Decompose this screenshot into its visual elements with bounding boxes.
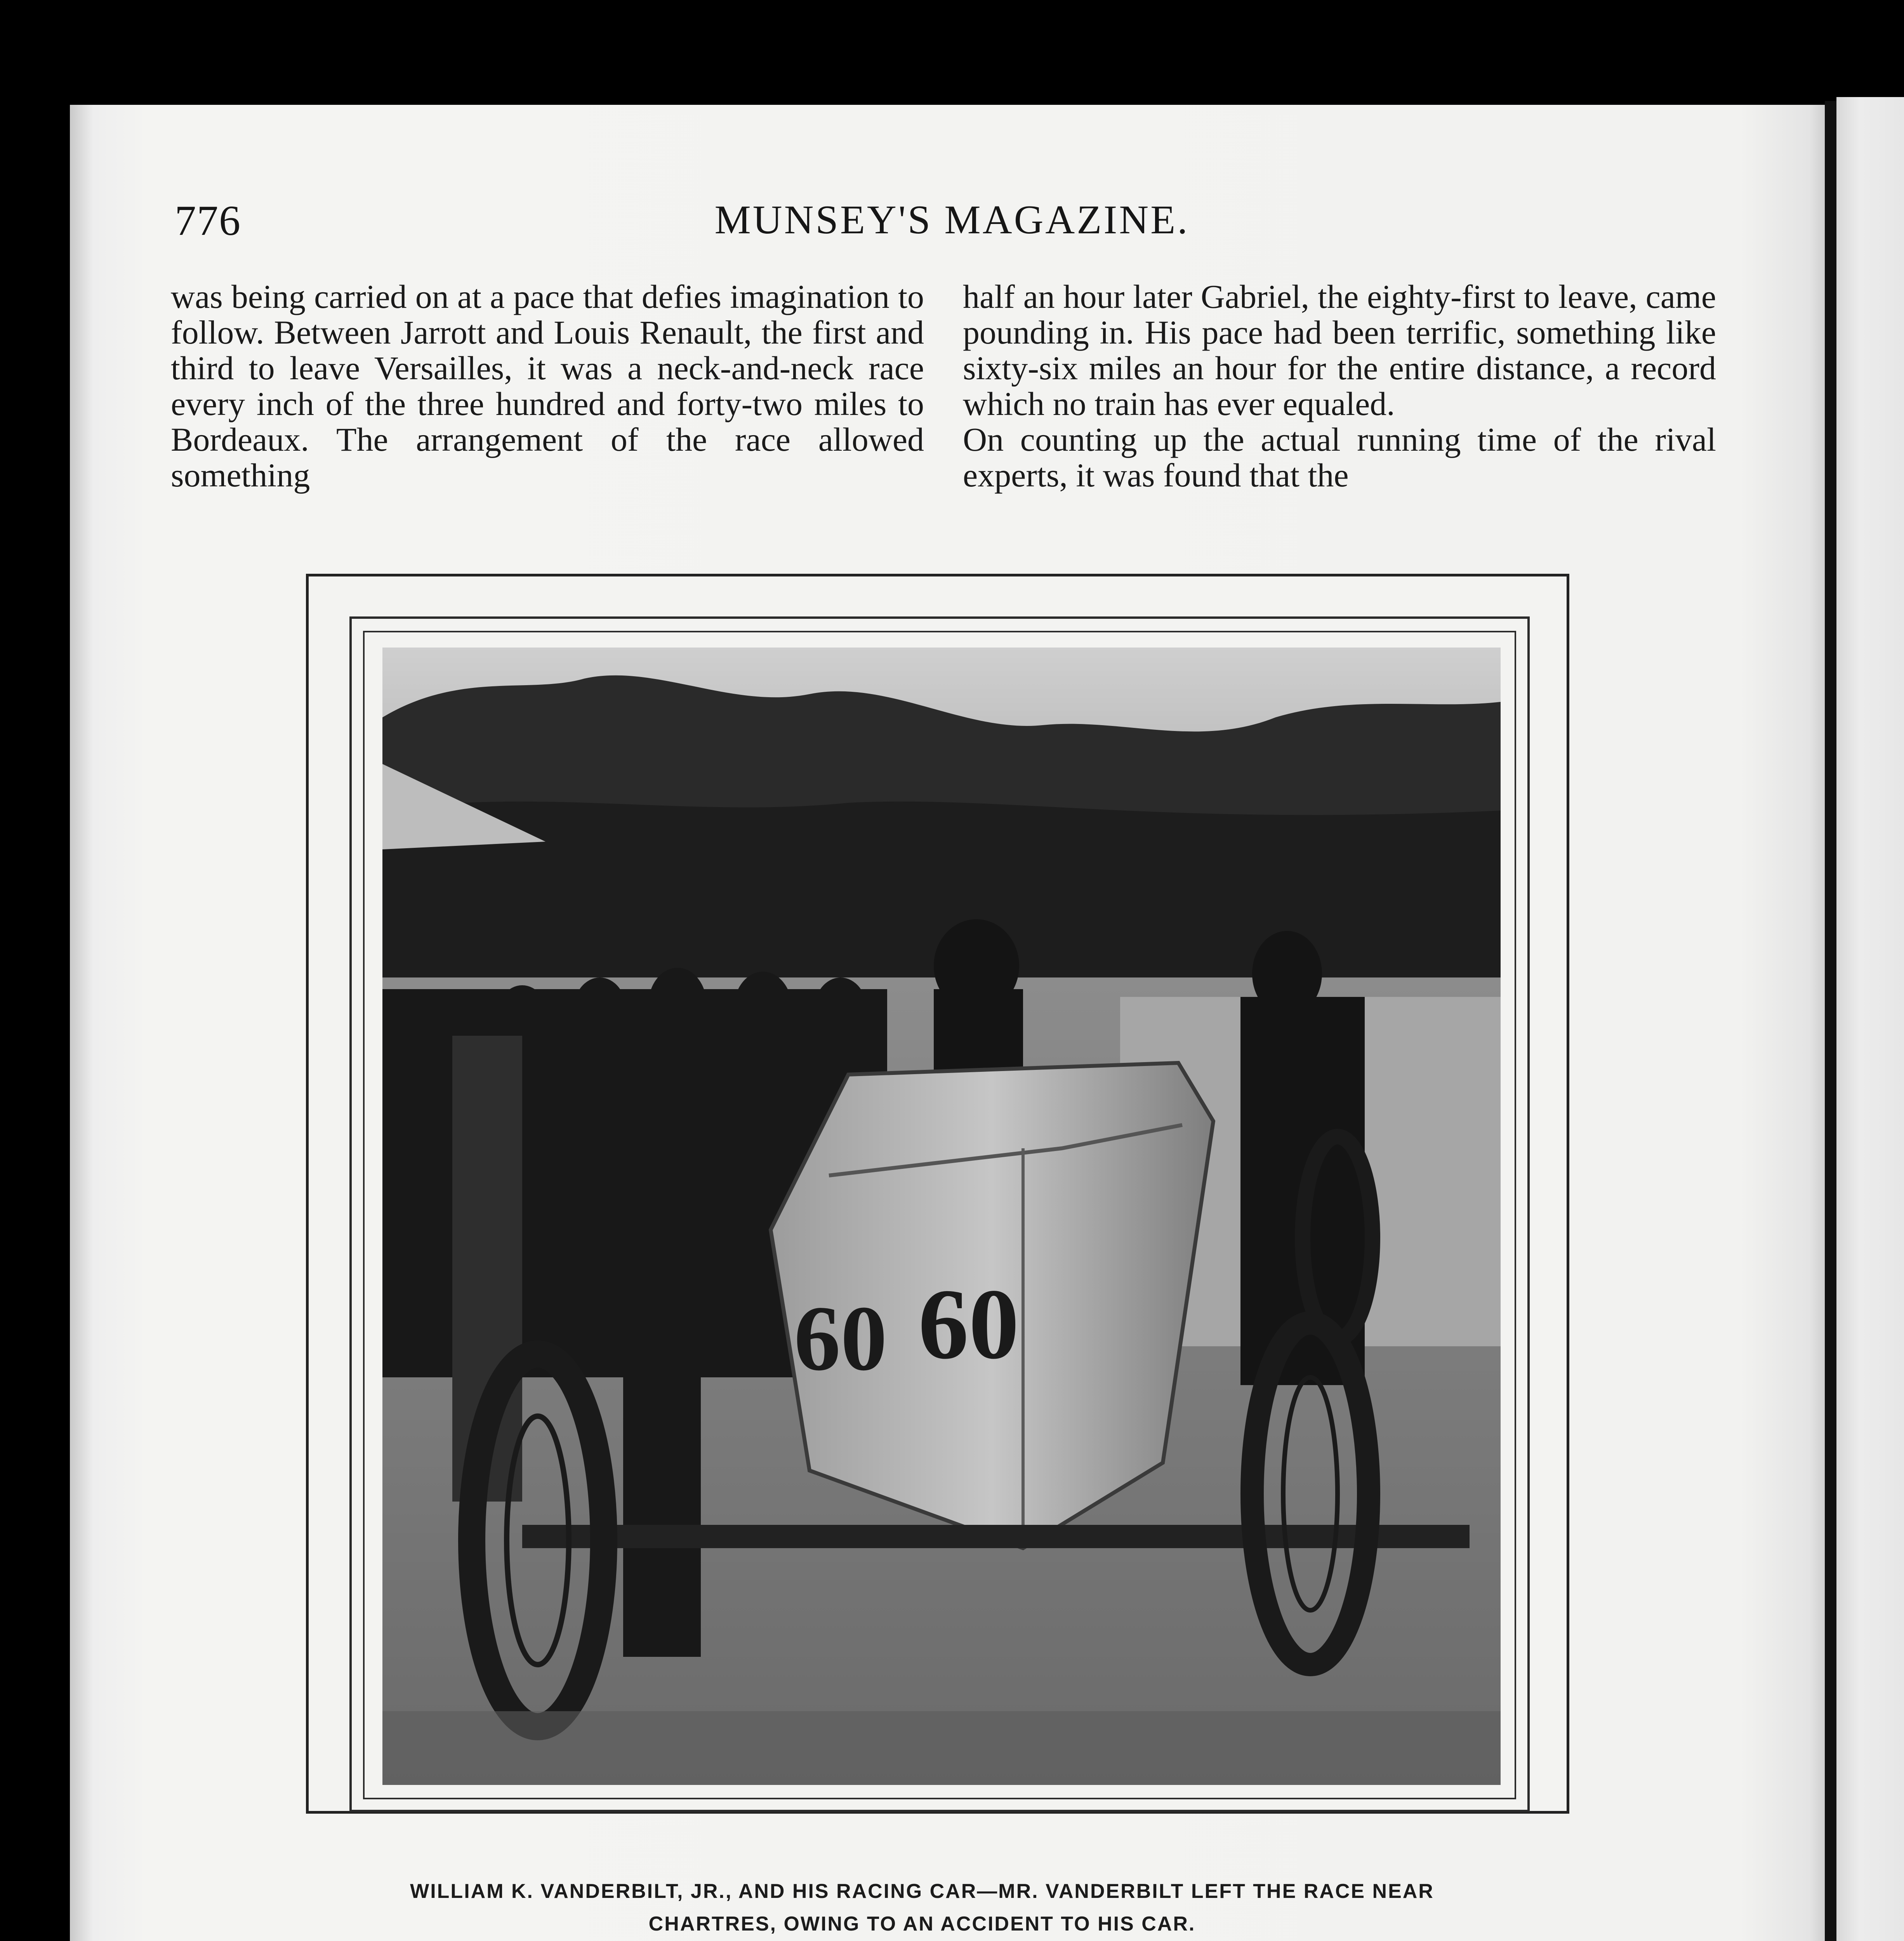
page-number: 776	[175, 197, 241, 244]
car-number-left: 60	[794, 1286, 887, 1390]
page-header	[0, 196, 1904, 250]
running-head: MUNSEY'S MAGAZINE.	[714, 197, 1190, 242]
caption-line-1: WILLIAM K. VANDERBILT, JR., AND HIS RACING CAR—MR. VANDERBILT LEFT THE RACE NEAR	[410, 1880, 1434, 1903]
figure-caption	[272, 1875, 1572, 1940]
racing-car-illustration	[382, 648, 1501, 1785]
racing-car-photograph	[382, 648, 1501, 1785]
car-number-front: 60	[918, 1268, 1019, 1380]
text-column-top-right: half an hour later Gabriel, the eighty-first to leave, came pounding in. His pace had been terrific, something like sixty-six miles an hour for the entire distance, a record which no train has ever equaled. On counting up the actual running time of the rival experts, it was found that the	[963, 278, 1716, 494]
text-column-top-left: was being carried on at a pace that defies imagination to follow. Between Jarrott and Louis Renault, the first and third to leave Versailles, it was a neck-and-neck race every inch of the three hundred and forty-two miles to Bordeaux. The arrangement of the race allowed something	[171, 278, 924, 494]
facing-page-edge	[1836, 97, 1904, 1941]
caption-line-2: CHARTRES, OWING TO AN ACCIDENT TO HIS CAR.	[648, 1913, 1196, 1935]
